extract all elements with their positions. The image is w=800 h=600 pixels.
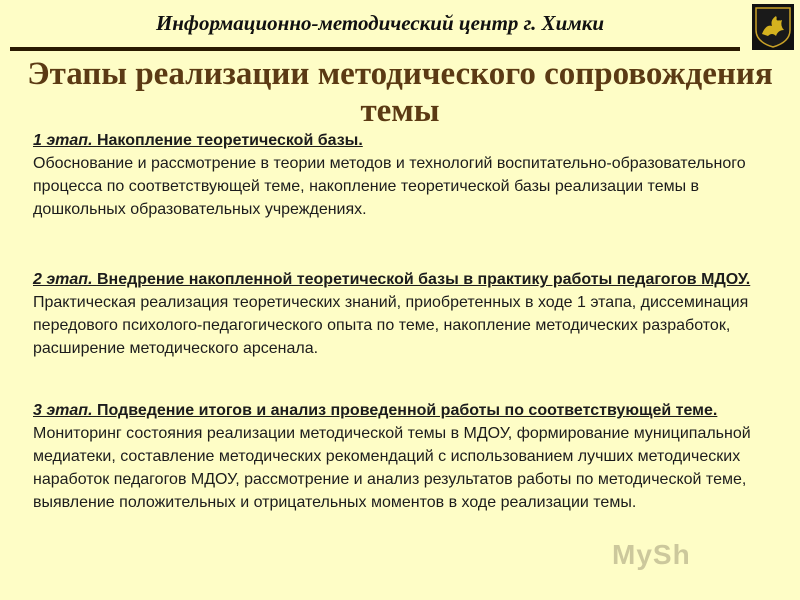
stage-heading bbox=[33, 132, 363, 149]
stage-heading bbox=[33, 402, 717, 419]
stage-heading-text: Внедрение накопленной теоретической базы в практику работы педагогов МДОУ. bbox=[96, 271, 751, 288]
stage-number: 3 этап. bbox=[33, 402, 93, 419]
watermark: MySh bbox=[612, 539, 691, 570]
stage-description: Практическая реализация теоретических знаний, приобретенных в ходе 1 этапа, диссеминация передового психолого-педагогического опыта по теме, накопление методических разработок, расширение методического арсенала. bbox=[33, 294, 749, 357]
header bbox=[0, 0, 800, 50]
stage-3 bbox=[33, 399, 773, 514]
stage-description: Обоснование и рассмотрение в теории методов и технологий воспитательно-образовательного процесса по соответствующей теме, накопление теоретической базы реализации темы в дошкольных образовательных учреждениях. bbox=[33, 155, 746, 218]
khimki-coat-of-arms-icon bbox=[752, 4, 794, 50]
stage-heading-text: Подведение итогов и анализ проведенной работы по соответствующей теме. bbox=[96, 402, 718, 419]
stage-2 bbox=[33, 268, 773, 360]
stage-heading-text: Накопление теоретической базы. bbox=[96, 132, 363, 149]
stage-number: 1 этап. bbox=[33, 132, 93, 149]
stage-number: 2 этап. bbox=[33, 271, 93, 288]
stage-heading bbox=[33, 271, 750, 288]
stage-1 bbox=[33, 129, 773, 221]
header-title: Информационно-методический центр г. Химки bbox=[155, 11, 605, 35]
slide-title: Этапы реализации методического сопровождения темы bbox=[27, 56, 773, 129]
header-divider bbox=[10, 47, 740, 51]
stage-description: Мониторинг состояния реализации методической темы в МДОУ, формирование муниципальной медиатеки, составление методических рекомендаций с использованием лучших методических наработок педагогов МДОУ, рассмотрение и анализ результатов работы по методической теме, выявление положительных и отрицательных моментов в ходе реализации темы. bbox=[33, 425, 751, 511]
